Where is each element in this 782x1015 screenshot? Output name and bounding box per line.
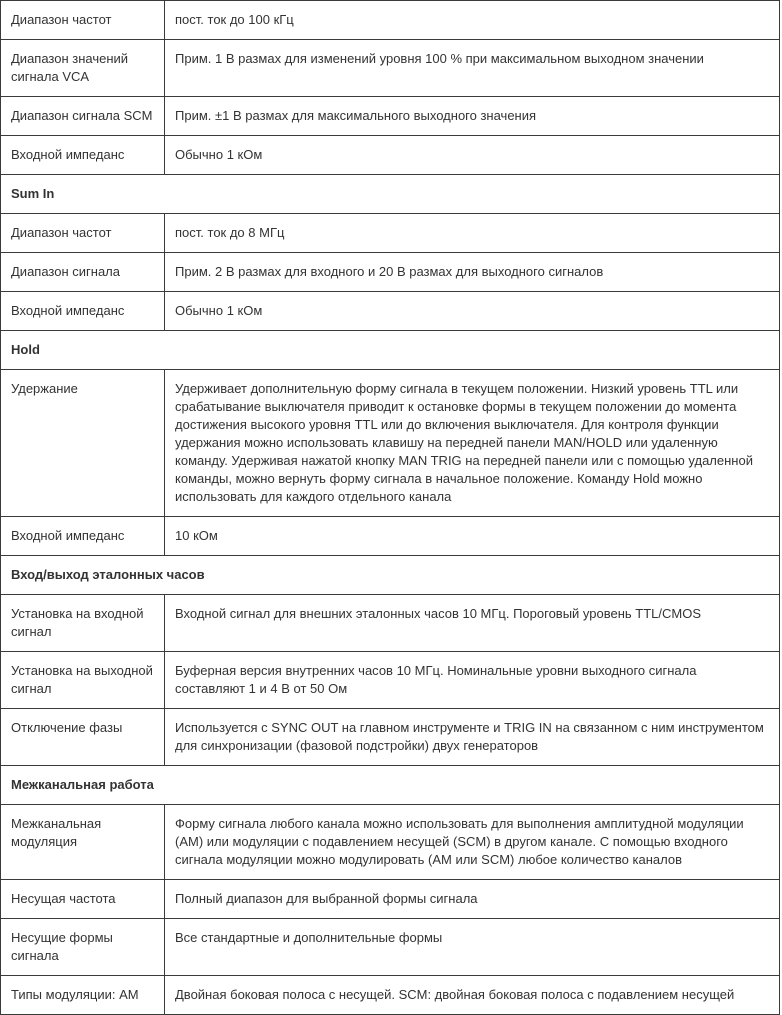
spec-value: пост. ток до 8 МГц	[165, 214, 780, 253]
spec-value: Прим. 2 В размах для входного и 20 В размах для выходного сигналов	[165, 253, 780, 292]
section-header-row	[1, 556, 780, 595]
section-header-reference-clock: Вход/выход эталонных часов	[1, 556, 780, 595]
table-row	[1, 97, 780, 136]
spec-value: Прим. ±1 В размах для максимального выходного значения	[165, 97, 780, 136]
spec-label: Межканальная модуляция	[1, 805, 165, 880]
table-row	[1, 517, 780, 556]
spec-label: Диапазон частот	[1, 214, 165, 253]
spec-value: Удерживает дополнительную форму сигнала в текущем положении. Низкий уровень TTL или срабатывание выключателя приводит к остановке формы в текущем положении до момента достижения высокого уровня TTL или до включения выключателя. Для контроля функции удержания можно использовать клавишу на передней панели MAN/HOLD или удаленную команду. Удерживая нажатой кнопку MAN TRIG на передней панели или с помощью удаленной команды, можно вернуть форму сигнала в начальное положение. Команду Hold можно использовать для каждого отдельного канала	[165, 370, 780, 517]
specifications-table-body	[1, 1, 780, 1015]
table-row	[1, 1, 780, 40]
section-header-row	[1, 331, 780, 370]
spec-label: Несущая частота	[1, 880, 165, 919]
spec-value: Все стандартные и дополнительные формы	[165, 919, 780, 976]
spec-value: Двойная боковая полоса с несущей. SCM: двойная боковая полоса с подавлением несущей	[165, 976, 780, 1015]
spec-label: Входной импеданс	[1, 517, 165, 556]
spec-value: пост. ток до 100 кГц	[165, 1, 780, 40]
table-row	[1, 214, 780, 253]
table-row	[1, 595, 780, 652]
spec-label: Диапазон значений сигнала VCA	[1, 40, 165, 97]
table-row	[1, 919, 780, 976]
spec-value: Прим. 1 В размах для изменений уровня 100 % при максимальном выходном значении	[165, 40, 780, 97]
table-row	[1, 709, 780, 766]
spec-value: Обычно 1 кОм	[165, 136, 780, 175]
table-row	[1, 40, 780, 97]
spec-label: Типы модуляции: AM	[1, 976, 165, 1015]
table-row	[1, 976, 780, 1015]
section-header-interchannel: Межканальная работа	[1, 766, 780, 805]
spec-value: Полный диапазон для выбранной формы сигнала	[165, 880, 780, 919]
section-header-hold: Hold	[1, 331, 780, 370]
spec-value: Буферная версия внутренних часов 10 МГц. Номинальные уровни выходного сигнала составляют 1 и 4 В от 50 Ом	[165, 652, 780, 709]
spec-label: Установка на выходной сигнал	[1, 652, 165, 709]
spec-label: Несущие формы сигнала	[1, 919, 165, 976]
spec-value: Форму сигнала любого канала можно использовать для выполнения амплитудной модуляции (AM) или модуляции с подавлением несущей (SCM) в другом канале. С помощью входного сигнала модуляции можно модулировать (AM или SCM) любое количество каналов	[165, 805, 780, 880]
section-header-sum-in: Sum In	[1, 175, 780, 214]
table-row	[1, 253, 780, 292]
spec-label: Удержание	[1, 370, 165, 517]
section-header-row	[1, 175, 780, 214]
spec-label: Диапазон сигнала	[1, 253, 165, 292]
table-row	[1, 136, 780, 175]
table-row	[1, 652, 780, 709]
spec-label: Отключение фазы	[1, 709, 165, 766]
spec-label: Диапазон частот	[1, 1, 165, 40]
table-row	[1, 370, 780, 517]
spec-value: Обычно 1 кОм	[165, 292, 780, 331]
spec-value: Используется с SYNC OUT на главном инструменте и TRIG IN на связанном с ним инструментом для синхронизации (фазовой подстройки) двух генераторов	[165, 709, 780, 766]
spec-value: 10 кОм	[165, 517, 780, 556]
table-row	[1, 805, 780, 880]
table-row	[1, 880, 780, 919]
spec-value: Входной сигнал для внешних эталонных часов 10 МГц. Пороговый уровень TTL/CMOS	[165, 595, 780, 652]
spec-label: Установка на входной сигнал	[1, 595, 165, 652]
section-header-row	[1, 766, 780, 805]
spec-label: Входной импеданс	[1, 292, 165, 331]
spec-label: Диапазон сигнала SCM	[1, 97, 165, 136]
table-row	[1, 292, 780, 331]
spec-label: Входной импеданс	[1, 136, 165, 175]
